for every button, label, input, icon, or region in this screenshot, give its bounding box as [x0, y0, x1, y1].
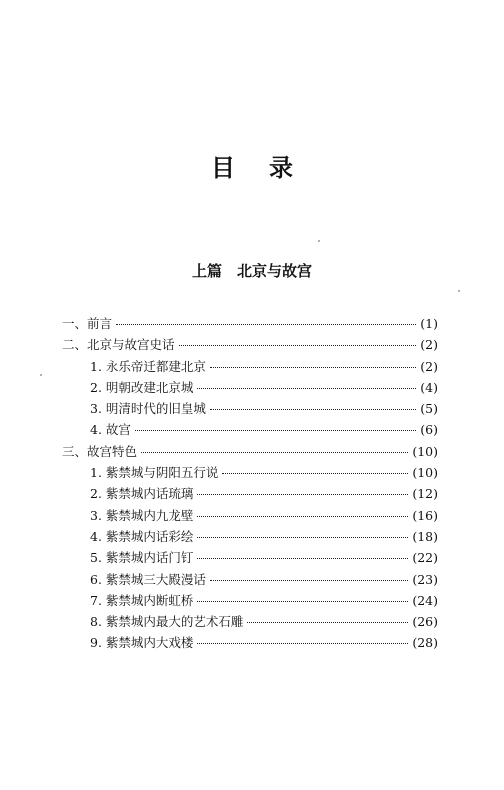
dot-leader	[222, 473, 408, 474]
toc-page-number: (16)	[412, 507, 438, 523]
toc-entry	[62, 462, 438, 483]
scan-speck	[40, 374, 42, 376]
dot-leader	[141, 452, 408, 453]
toc-page-number: (22)	[412, 550, 438, 566]
page-title: 目录	[211, 154, 327, 182]
dot-leader	[197, 643, 408, 644]
toc-entry-title: 二、北京与故宫史话	[62, 337, 175, 353]
toc-page-number: (4)	[420, 379, 438, 395]
toc-page-number: (10)	[412, 465, 438, 481]
toc-entry	[62, 313, 438, 334]
dot-leader	[197, 537, 408, 538]
toc-page-number: (23)	[412, 571, 438, 587]
toc-entry-title: 7. 紫禁城内断虹桥	[90, 592, 194, 608]
toc-page-number: (28)	[412, 635, 438, 651]
toc-entry	[62, 590, 438, 611]
toc-entry	[62, 441, 438, 462]
toc-entry-title: 4. 故宫	[90, 422, 131, 438]
toc-page-number: (5)	[420, 401, 438, 417]
dot-leader	[210, 409, 416, 410]
toc-page-number: (24)	[412, 592, 438, 608]
dot-leader	[116, 324, 416, 325]
dot-leader	[197, 601, 408, 602]
toc-entry	[62, 632, 438, 653]
dot-leader	[135, 430, 416, 431]
toc-entry	[62, 483, 438, 504]
toc-page-number: (10)	[412, 443, 438, 459]
toc-entry	[62, 334, 438, 355]
dot-leader	[197, 494, 408, 495]
toc-entry	[62, 419, 438, 440]
toc-page-number: (2)	[420, 358, 438, 374]
toc-entry	[62, 569, 438, 590]
toc-page-number: (2)	[420, 337, 438, 353]
toc-page-number: (26)	[412, 614, 438, 630]
table-of-contents	[62, 313, 438, 654]
toc-entry-title: 1. 永乐帝迁都建北京	[90, 358, 206, 374]
dot-leader	[247, 622, 408, 623]
dot-leader	[197, 516, 408, 517]
toc-entry-title: 4. 紫禁城内话彩绘	[90, 528, 194, 544]
scan-speck	[458, 290, 460, 292]
toc-page-number: (18)	[412, 528, 438, 544]
toc-page-number: (6)	[420, 422, 438, 438]
scan-speck	[318, 240, 320, 242]
toc-page-number: (12)	[412, 486, 438, 502]
toc-entry-title: 3. 紫禁城内九龙壁	[90, 507, 194, 523]
toc-entry-title: 3. 明清时代的旧皇城	[90, 401, 206, 417]
part-title: 上篇 北京与故宫	[191, 262, 312, 280]
dot-leader	[210, 367, 416, 368]
toc-entry	[62, 398, 438, 419]
toc-entry	[62, 356, 438, 377]
toc-entry-title: 三、故宫特色	[62, 443, 138, 459]
toc-entry	[62, 526, 438, 547]
toc-entry-title: 9. 紫禁城内大戏楼	[90, 635, 194, 651]
dot-leader	[197, 558, 408, 559]
toc-entry-title: 5. 紫禁城内话门钉	[90, 550, 194, 566]
toc-entry	[62, 611, 438, 632]
toc-entry-title: 一、前言	[62, 316, 113, 331]
toc-entry	[62, 505, 438, 526]
toc-entry-title: 1. 紫禁城与阴阳五行说	[90, 465, 219, 481]
toc-entry-title: 2. 明朝改建北京城	[90, 379, 194, 395]
toc-page-number: (1)	[420, 316, 438, 331]
toc-entry-title: 2. 紫禁城内话琉璃	[90, 486, 194, 502]
toc-entry	[62, 547, 438, 568]
toc-entry	[62, 377, 438, 398]
toc-entry-title: 6. 紫禁城三大殿漫话	[90, 571, 206, 587]
dot-leader	[197, 388, 416, 389]
dot-leader	[210, 580, 408, 581]
dot-leader	[179, 345, 417, 346]
toc-entry-title: 8. 紫禁城内最大的艺术石雕	[90, 614, 244, 630]
